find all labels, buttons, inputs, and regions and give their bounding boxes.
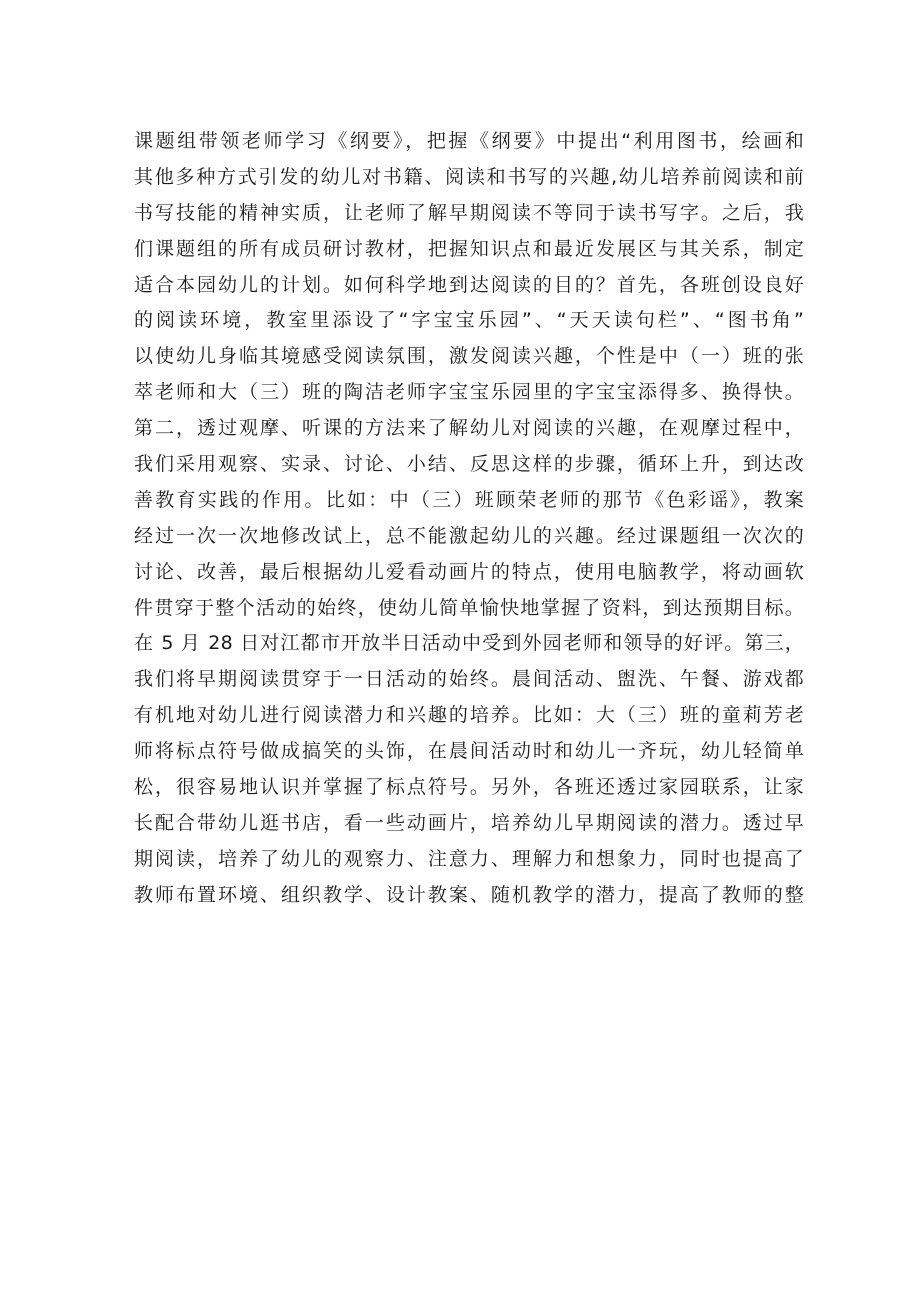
text-line: 以使幼儿身临其境感受阅读氛围，激发阅读兴趣，个性是中（一）班的张 xyxy=(134,345,804,368)
text-line: 善教育实践的作用。比如：中（三）班顾荣老师的那节《色彩谣》，教案 xyxy=(134,488,804,511)
text-line: 师将标点符号做成搞笑的头饰，在晨间活动时和幼儿一齐玩，幼儿轻简单 xyxy=(134,740,804,763)
text-line: 期阅读，培养了幼儿的观察力、注意力、理解力和想象力，同时也提高了 xyxy=(134,847,804,870)
text-line: 件贯穿于整个活动的始终，使幼儿简单愉快地掌握了资料，到达预期目标。 xyxy=(134,596,804,619)
body-paragraph xyxy=(134,124,804,914)
text-line: 讨论、改善，最后根据幼儿爱看动画片的特点，使用电脑教学，将动画软 xyxy=(134,560,804,583)
text-line: 其他多种方式引发的幼儿对书籍、阅读和书写的兴趣,幼儿培养前阅读和前 xyxy=(134,165,804,188)
text-line: 书写技能的精神实质，让老师了解早期阅读不等同于读书写字。之后，我 xyxy=(134,201,804,224)
text-line: 我们将早期阅读贯穿于一日活动的始终。晨间活动、盥洗、午餐、游戏都 xyxy=(134,668,804,691)
text-line: 我们采用观察、实录、讨论、小结、反思这样的步骤，循环上升，到达改 xyxy=(134,453,804,476)
text-line: 教师布置环境、组织教学、设计教案、随机教学的潜力，提高了教师的整 xyxy=(134,883,804,906)
text-line: 适合本园幼儿的计划。如何科学地到达阅读的目的？首先，各班创设良好 xyxy=(134,273,804,296)
text-line: 在 5 月 28 日对江都市开放半日活动中受到外园老师和领导的好评。第三， xyxy=(134,632,804,655)
text-line: 经过一次一次地修改试上，总不能激起幼儿的兴趣。经过课题组一次次的 xyxy=(134,524,804,547)
text-line: 有机地对幼儿进行阅读潜力和兴趣的培养。比如：大（三）班的童莉芳老 xyxy=(134,704,804,727)
text-line: 长配合带幼儿逛书店，看一些动画片，培养幼儿早期阅读的潜力。透过早 xyxy=(134,811,804,834)
text-line: 第二，透过观摩、听课的方法来了解幼儿对阅读的兴趣，在观摩过程中， xyxy=(134,417,804,440)
text-line: 们课题组的所有成员研讨教材，把握知识点和最近发展区与其关系，制定 xyxy=(134,237,804,260)
text-line: 松，很容易地认识并掌握了标点符号。另外，各班还透过家园联系，让家 xyxy=(134,776,804,799)
text-line: 的阅读环境，教室里添设了“字宝宝乐园”、“天天读句栏”、“图书角” xyxy=(134,309,804,332)
text-line: 课题组带领老师学习《纲要》，把握《纲要》中提出“利用图书，绘画和 xyxy=(134,130,804,152)
text-line: 萃老师和大（三）班的陶洁老师字宝宝乐园里的字宝宝添得多、换得快。 xyxy=(134,381,804,404)
